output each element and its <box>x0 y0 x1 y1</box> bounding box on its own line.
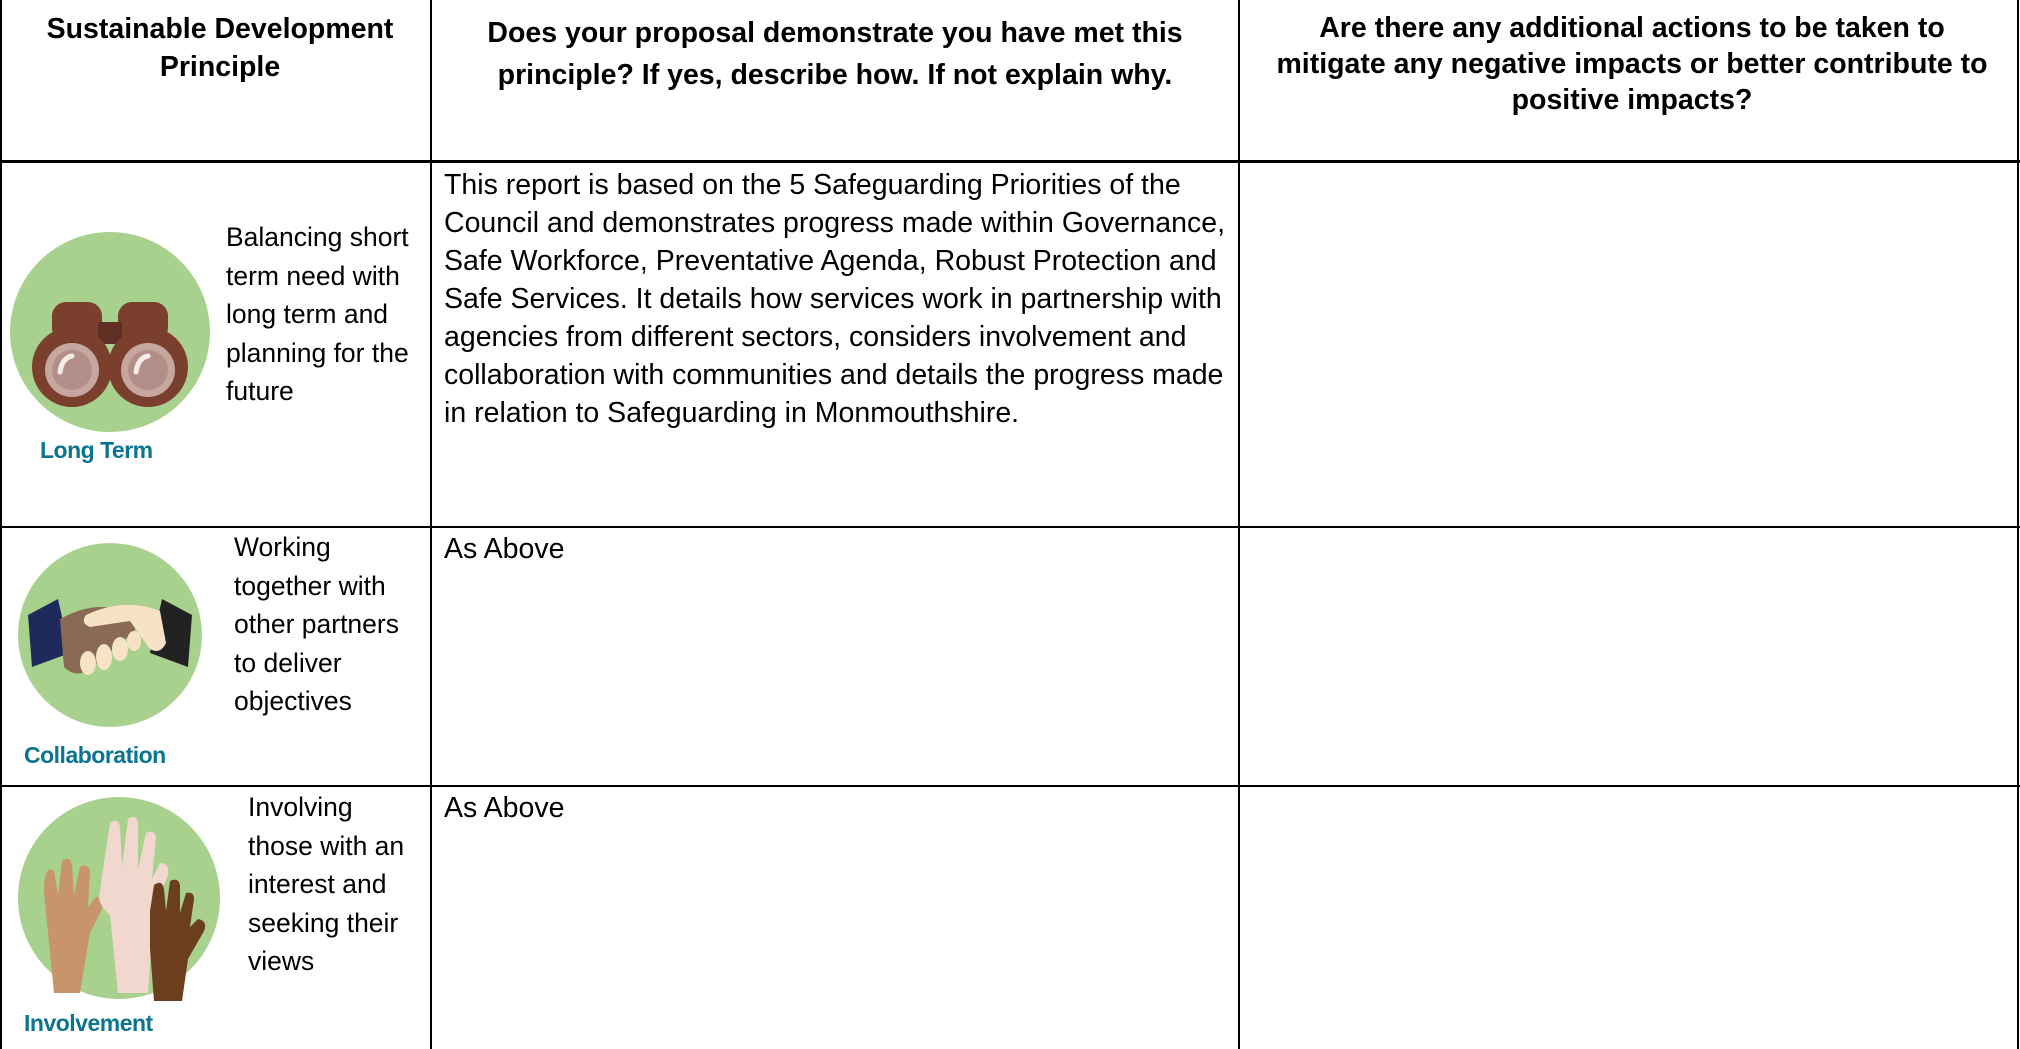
header-additional-actions: Are there any additional actions to be taken to mitigate any negative impacts or better contribute to positive impacts? <box>1276 12 1988 116</box>
row-divider-2 <box>0 785 2020 787</box>
raised-hands-icon <box>14 793 224 1003</box>
column-divider-2 <box>1238 0 1240 1049</box>
row-involvement-response: As Above <box>444 792 565 824</box>
header-row-divider <box>0 160 2020 163</box>
binoculars-icon <box>10 232 210 442</box>
row-long-term-response: This report is based on the 5 Safeguarding Priorities of the Council and demonstrates progress made within Governance, Safe Workforce, Preventative Agenda, Robust Protection and Safe Services. It details how services work in partnership with agencies from different sectors, considers involvement and collaboration with communities and details the progress made in relation to Safeguarding in Monmouthshire. <box>444 169 1225 429</box>
row-involvement-icon <box>14 793 224 1043</box>
header-principle: Sustainable Development Principle <box>46 13 394 83</box>
row-collaboration-response: As Above <box>444 533 565 565</box>
row-long-term-label: Long Term <box>40 437 153 463</box>
row-collaboration-label: Collaboration <box>24 742 166 768</box>
row-collaboration-description: Working together with other partners to deliver objectives <box>234 532 399 716</box>
row-long-term-description: Balancing short term need with long term and planning for the future <box>226 222 409 406</box>
row-involvement-description: Involving those with an interest and seeking their views <box>248 792 405 976</box>
table-border-right <box>2017 0 2019 1049</box>
column-divider-1 <box>430 0 432 1049</box>
handshake-icon <box>10 535 210 735</box>
row-long-term-icon <box>10 232 210 472</box>
header-proposal: Does your proposal demonstrate you have met this principle? If yes, describe how. If not explain why. <box>487 17 1183 91</box>
table-border-left <box>0 0 2 1049</box>
row-collaboration-icon <box>10 535 210 775</box>
row-involvement-label: Involvement <box>24 1010 153 1036</box>
